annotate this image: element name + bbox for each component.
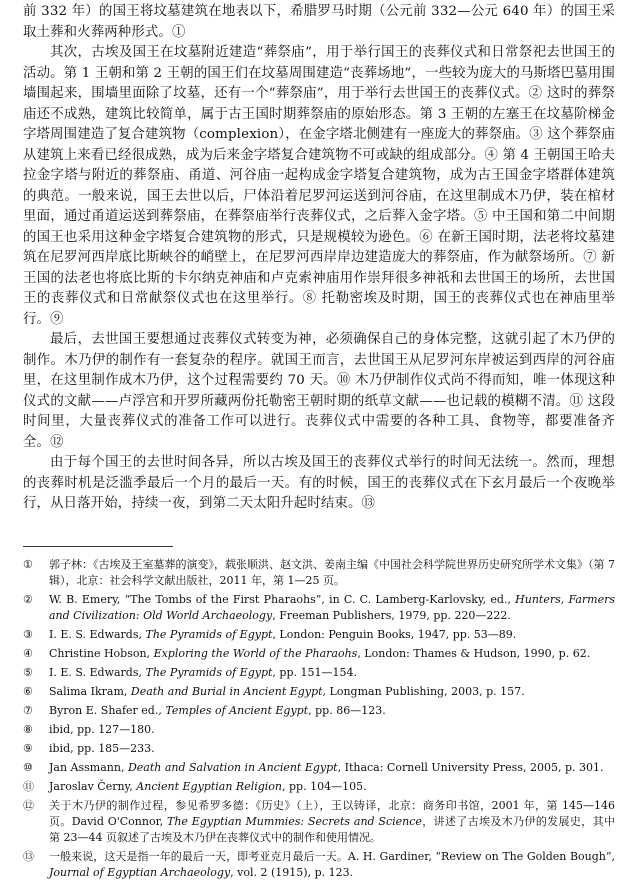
footnote-citation-prefix: Salima Ikram, bbox=[49, 685, 131, 699]
footnote-citation-prefix: W. B. Emery, “The Tombs of the First Pharaohs”, in C. C. Lamberg-Karlovsky, ed., bbox=[49, 593, 516, 607]
paragraph-4: 由于每个国王的去世时间各异，所以古埃及国王的丧葬仪式举行的时间无法统一。然而，理想的丧葬时机是泛滥季最后一个月的最后一天。有的时候，国王的丧葬仪式在下玄月最后一个夜晚举行，从日落开始，持续一夜，到第二天太阳升起时结束。⑬ bbox=[23, 455, 615, 511]
footnote-number: ⑫ bbox=[23, 799, 34, 813]
footnote-citation-prefix: Jan Assmann, bbox=[49, 761, 128, 775]
footnote-number: ② bbox=[23, 593, 33, 607]
footnote-title: Journal of Egyptian Archaeology bbox=[49, 866, 231, 880]
footnote-text bbox=[49, 592, 615, 624]
footnote-number: ① bbox=[23, 558, 33, 571]
footnote bbox=[23, 798, 615, 846]
footnote-citation-suffix: ，讲述了古埃及木乃伊的发展史，其中第 23—44 页叙述了古埃及木乃伊在丧葬仪式中的制作和使用情况。 bbox=[49, 815, 615, 845]
footnote-number: ⑤ bbox=[23, 666, 33, 680]
footnote-citation-prefix: I. E. S. Edwards, bbox=[49, 666, 146, 680]
footnote-number: ⑪ bbox=[23, 780, 34, 794]
footnote-text bbox=[49, 703, 615, 719]
footnote-text bbox=[49, 684, 615, 700]
footnote-text bbox=[49, 627, 615, 643]
footnote bbox=[23, 627, 615, 643]
footnote-title: Temples of Ancient Egypt bbox=[165, 704, 309, 718]
paragraph-2: 其次，古埃及国王在坟墓附近建造“葬祭庙”，用于举行国王的丧葬仪式和日常祭祀去世国王的活动。第 1 王朝和第 2 王朝的国王们在坟墓周围建造“丧葬场地”，一些较为庞大的马斯塔巴墓用围墙围起来，围墙里面除了坟墓，还有一个“葬祭庙”，用于举行去世国王的丧葬仪式。② 这时的葬祭庙还不成熟，建筑比较简单，属于古王国时期葬祭庙的原始形态。第 3 王朝的左塞王在坟墓阶梯金字塔周围建造了复合建筑物（complexion），在金字塔北侧建有一座庞大的葬祭庙。③ 这个葬祭庙从建筑上来看已经很成熟，成为后来金字塔复合建筑物不可或缺的组成部分。④ 第 4 王朝国王哈夫拉金字塔与附近的葬祭庙、甬道、河谷庙一起构成金字塔复合建筑物，成为古王国金字塔群体建筑的典范。一般来说，国王去世以后，尸体沿着尼罗河运送到河谷庙，在这里制成木乃伊，装在棺材里面，通过甬道运送到葬祭庙，在葬祭庙举行丧葬仪式，之后葬入金字塔。⑤ 中王国和第二中间期的国王也采用这种金字塔复合建筑物的形式，只是规模较为逊色。⑥ 在新王国时期，法老将坟墓建筑在尼罗河西岸底比斯峡谷的峭壁上，在尼罗河西岸岸边建造庞大的葬祭庙，作为献祭场所。⑦ 新王国的法老也将底比斯的卡尔纳克神庙和卢克索神庙用作崇拜很多神祇和去世国王的场所，去世国王的丧葬仪式和日常献祭仪式也在这里举行。⑧ 托勒密埃及时期，国王的丧葬仪式也在神庙里举行。⑨ bbox=[23, 45, 615, 327]
footnote-citation-suffix: , pp. 104—105. bbox=[282, 780, 367, 794]
footnote-title: Exploring the World of the Pharaohs bbox=[153, 647, 358, 661]
footnote-citation-suffix: , London: Penguin Books, 1947, pp. 53—89. bbox=[272, 628, 517, 642]
footnote-number: ④ bbox=[23, 647, 33, 661]
footnote bbox=[23, 722, 615, 738]
footnote-citation-prefix: Byron E. Shafer ed., bbox=[49, 704, 166, 718]
footnote-citation-prefix: Christine Hobson, bbox=[49, 647, 154, 661]
paragraph-3: 最后，去世国王要想通过丧葬仪式转变为神，必须确保自己的身体完整，这就引起了木乃伊的制作。木乃伊的制作有一套复杂的程序。就国王而言，去世国王从尼罗河东岸被运到西岸的河谷庙里，在这里制作成木乃伊，这个过程需要约 70 天。⑩ 木乃伊制作仪式尚不得而知，唯一体现这种仪式的文献——卢浮宫和开罗所藏两份托勒密王朝时期的纸草文献——也记载的模糊不清。⑪ 这段时间里，大量丧葬仪式的准备工作可以进行。丧葬仪式中需要的各种工具、食物等，都要准备齐全。⑫ bbox=[23, 332, 615, 450]
footnote bbox=[23, 760, 615, 776]
footnote-citation-prefix: 一般来说，这天是指一年的最后一天，即考亚克月最后一天。A. H. Gardiner, “Review on The Golden Bough”, bbox=[49, 850, 615, 864]
footnote-text bbox=[49, 798, 615, 846]
footnote-title: The Pyramids of Egypt bbox=[145, 666, 273, 680]
footnote-number: ⑥ bbox=[23, 685, 33, 699]
footnote bbox=[23, 703, 615, 719]
footnote-citation-suffix: , Ithaca: Cornell University Press, 2005, p. 301. bbox=[337, 761, 604, 775]
footnote bbox=[23, 557, 615, 589]
footnote bbox=[23, 684, 615, 700]
footnote-divider bbox=[23, 546, 173, 547]
footnote bbox=[23, 646, 615, 662]
footnote-citation-suffix: , Longman Publishing, 2003, p. 157. bbox=[322, 685, 525, 699]
footnote-text bbox=[49, 665, 615, 681]
footnote-number: ⑨ bbox=[23, 742, 33, 756]
footnote-citation-prefix: Jaroslav Černy, bbox=[49, 780, 137, 794]
footnote-text: 郭子林：《古埃及王室墓葬的演变》，载张顺洪、赵文洪、姜南主编《中国社会科学院世界历史研究所学术文集》（第 7 辑），北京：社会科学文献出版社，2011 年，第 1—25 页。 bbox=[49, 558, 615, 588]
body-text bbox=[23, 2, 615, 515]
footnote-title: Death and Burial in Ancient Egypt bbox=[130, 685, 323, 699]
footnote-title: Death and Salvation in Ancient Egypt bbox=[127, 761, 338, 775]
footnote-number: ⑬ bbox=[23, 850, 34, 864]
footnote-citation-suffix: , London: Thames & Hudson, 1990, p. 62. bbox=[357, 647, 591, 661]
footnote-text bbox=[49, 760, 615, 776]
footnote bbox=[23, 665, 615, 681]
footnote bbox=[23, 592, 615, 624]
footnote-citation-suffix: , pp. 151—154. bbox=[272, 666, 357, 680]
footnote-title: Ancient Egyptian Religion bbox=[136, 780, 283, 794]
footnote-number: ⑧ bbox=[23, 723, 33, 737]
footnote-number: ③ bbox=[23, 628, 33, 642]
footnote-citation-suffix: , pp. 86—123. bbox=[308, 704, 386, 718]
paragraph-1: 前 332 年）的国王将坟墓建筑在地表以下，希腊罗马时期（公元前 332—公元 640 年）的国王采取土葬和火葬两种形式。① bbox=[23, 4, 615, 40]
footnotes bbox=[23, 557, 615, 884]
footnote-number: ⑩ bbox=[23, 761, 33, 775]
footnote-text bbox=[49, 849, 615, 881]
footnote-citation-prefix: I. E. S. Edwards, bbox=[49, 628, 146, 642]
footnote-text bbox=[49, 779, 615, 795]
footnote-citation-prefix: 关于木乃伊的制作过程，参见希罗多德：《历史》（上），王以铸译，北京：商务印书馆，2001 年，第 145—146 页。David O'Connor, bbox=[49, 799, 615, 829]
footnote-text: ibid, pp. 127—180. bbox=[49, 723, 155, 737]
footnote-citation-suffix: , vol. 2 (1915), p. 123. bbox=[230, 866, 354, 880]
footnote-number: ⑦ bbox=[23, 704, 33, 718]
footnote-text bbox=[49, 646, 615, 662]
footnote-text: ibid, pp. 185—233. bbox=[49, 742, 155, 756]
footnote-title: The Egyptian Mummies: Secrets and Science bbox=[167, 815, 422, 829]
footnote-title: The Pyramids of Egypt bbox=[145, 628, 273, 642]
footnote bbox=[23, 779, 615, 795]
footnote bbox=[23, 741, 615, 757]
footnote bbox=[23, 849, 615, 881]
footnote-citation-suffix: , Freeman Publishers, 1979, pp. 220—222. bbox=[272, 609, 511, 623]
footnote-title: Hunters, Farmers and Civilization: Old World Archaeology bbox=[49, 593, 616, 623]
